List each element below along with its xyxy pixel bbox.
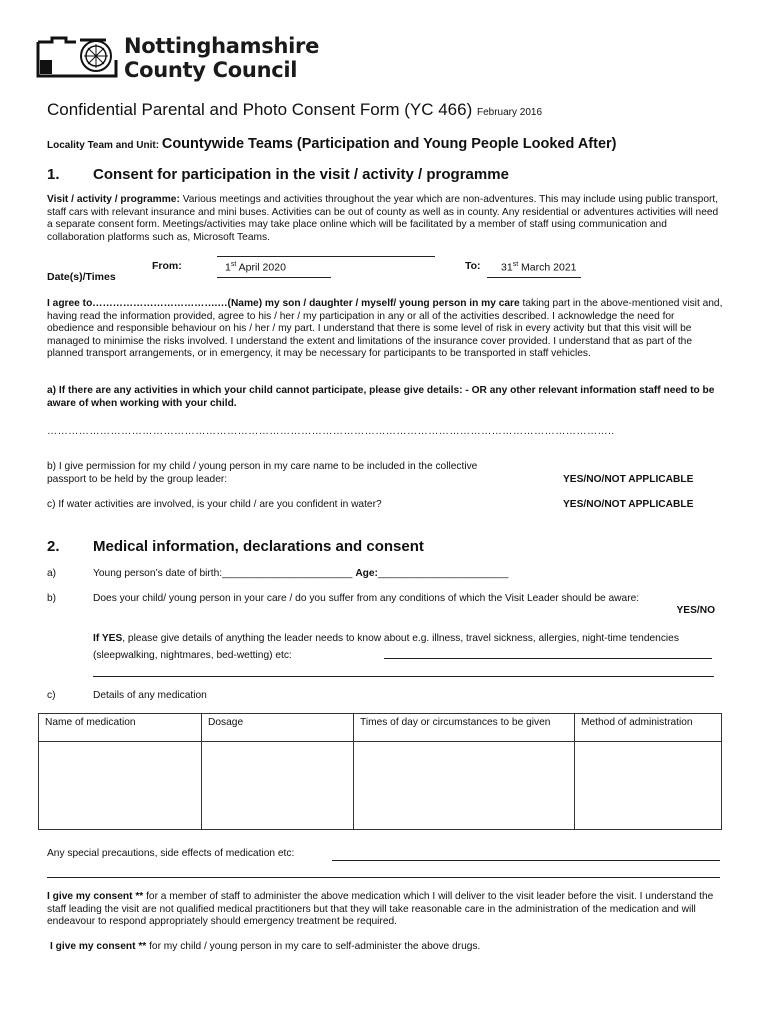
visit-description (47, 194, 723, 244)
form-title-text: Confidential Parental and Photo Consent Form (YC 466) (47, 100, 473, 119)
form-title (47, 100, 542, 120)
precautions-line-1[interactable] (332, 860, 720, 861)
agreement-text: taking part in the above-mentioned visit and, having read the information provided, agree to his / her / my participation in any or all of the activities described. I acknowledge the need for obedience and responsible behaviour on his / her / my part. I understand that there is some level of risk in every activity but that this visit will be managed to minimise the risks involved. I understand the extent and limitations of the insurance cover provided. I understand that as part of the planned transport arrangements, or in emergency, it may be necessary for participants to be transported in staff vehicles. (47, 298, 723, 360)
to-rest: March 2021 (518, 261, 577, 274)
precautions-line-2[interactable] (47, 877, 720, 878)
to-day: 31 (501, 261, 513, 274)
consent-administer-bold: I give my consent ** (47, 891, 144, 902)
consent-administer (47, 891, 723, 929)
to-underline (487, 277, 581, 278)
question-b: b) I give permission for my child / young person in my care name to be included in the collective passport to be held by the group leader: (47, 461, 478, 485)
to-suffix: st (512, 261, 519, 268)
council-crest-icon (36, 36, 118, 80)
conditions-answer[interactable]: YES/NO (676, 605, 715, 616)
to-label: To: (465, 260, 481, 272)
from-label: From: (152, 260, 182, 272)
form-title-date: February 2016 (476, 107, 543, 118)
consent-administer-text: for a member of staff to administer the above medication which I will deliver to the visit leader before the visit. I understand the staff leading the visit are not qualified medical practitioners but that they will take reasonable care in the administration of the medication and will endeavour to respond appropriately should emergency treatment be required. (47, 891, 714, 928)
consent-self-text: for my child / young person in my care to self-administer the above drugs. (146, 941, 481, 952)
precautions-label: Any special precautions, side effects of medication etc: (47, 848, 295, 859)
dates-label: Date(s)/Times (47, 271, 116, 283)
item-a-label: a) (47, 568, 57, 579)
col-header-dosage: Dosage (202, 714, 354, 742)
dob-field[interactable]: _______________________ (222, 568, 353, 579)
col-header-times: Times of day or circumstances to be given (354, 714, 575, 742)
cell-method[interactable] (575, 742, 722, 830)
to-date[interactable] (501, 261, 577, 274)
visit-label: Visit / activity / programme: (47, 194, 180, 205)
age-label: Age: (355, 568, 378, 579)
consent-self-bold: I give my consent ** (50, 941, 147, 952)
dates-top-rule (217, 256, 435, 257)
col-header-method: Method of administration (575, 714, 722, 742)
medication-table-header (39, 714, 722, 742)
from-rest: April 2020 (236, 261, 286, 274)
question-a: a) If there are any activities in which your child cannot participate, please give details: - OR any other relevant information staff need to be aware of when working with your child. (47, 385, 715, 409)
cell-times[interactable] (354, 742, 575, 830)
if-yes-answer-line-2[interactable] (93, 676, 714, 677)
consent-self-administer (50, 941, 726, 954)
item-a-row (93, 568, 508, 579)
council-logo (36, 36, 118, 80)
if-yes-answer-line-1[interactable] (384, 658, 712, 659)
question-c-answer[interactable]: YES/NO/NOT APPLICABLE (563, 499, 694, 510)
section2-number: 2. (47, 538, 60, 555)
from-day: 1 (225, 261, 231, 274)
question-c: c) If water activities are involved, is your child / are you confident in water? (47, 499, 382, 510)
section1-number: 1. (47, 166, 60, 183)
agreement-bold: I agree to……………………………….…(Name) my son / daughter / myself/ young person in my care (47, 298, 520, 309)
cell-dosage[interactable] (202, 742, 354, 830)
item-b-label: b) (47, 593, 57, 604)
if-yes-text: , please give details of anything the leader needs to know about e.g. illness, travel sickness, allergies, night-time tendencies (sleepwalking, nightmares, bed-wetting) etc: (93, 633, 679, 661)
from-date[interactable] (225, 261, 286, 274)
question-b-answer[interactable]: YES/NO/NOT APPLICABLE (563, 474, 694, 485)
question-a-answer-line[interactable]: …………………………………………………………………………………………………………………………………………….. (47, 426, 615, 437)
if-yes-label: If YES (93, 633, 123, 644)
age-field[interactable]: _______________________ (377, 568, 509, 579)
item-c-label: c) (47, 690, 56, 701)
locality-row (47, 136, 617, 152)
locality-value: Countywide Teams (Participation and Young People Looked After) (161, 136, 617, 152)
col-header-name: Name of medication (39, 714, 202, 742)
from-suffix: st (230, 261, 237, 268)
council-name-line1: Nottinghamshire (124, 34, 320, 58)
visit-text: Various meetings and activities throughout the year which are non-adventures. This may include using public transport, staff cars with relevant insurance and mini buses. Activities can be out of county as well as in county. Any residential or adventures activities will need a separate consent form. Meetings/activities may take place online which will be facilitated by a member of staff using communication and collaboration platforms such as, Microsoft Teams. (47, 194, 719, 243)
medication-table (38, 713, 722, 830)
council-name-line2: County Council (124, 58, 298, 82)
dob-label: Young person’s date of birth: (93, 568, 223, 579)
medication-heading: Details of any medication (93, 690, 207, 701)
section1-heading: Consent for participation in the visit / activity / programme (93, 166, 509, 183)
cell-name[interactable] (39, 742, 202, 830)
conditions-question: Does your child/ young person in your care / do you suffer from any conditions of which the Visit Leader should be aware: (93, 593, 640, 604)
medication-table-row (39, 742, 722, 830)
from-underline (217, 277, 331, 278)
council-name (124, 34, 319, 82)
locality-label: Locality Team and Unit: (47, 140, 160, 151)
section2-heading: Medical information, declarations and consent (93, 538, 424, 555)
agreement-paragraph (47, 298, 723, 361)
